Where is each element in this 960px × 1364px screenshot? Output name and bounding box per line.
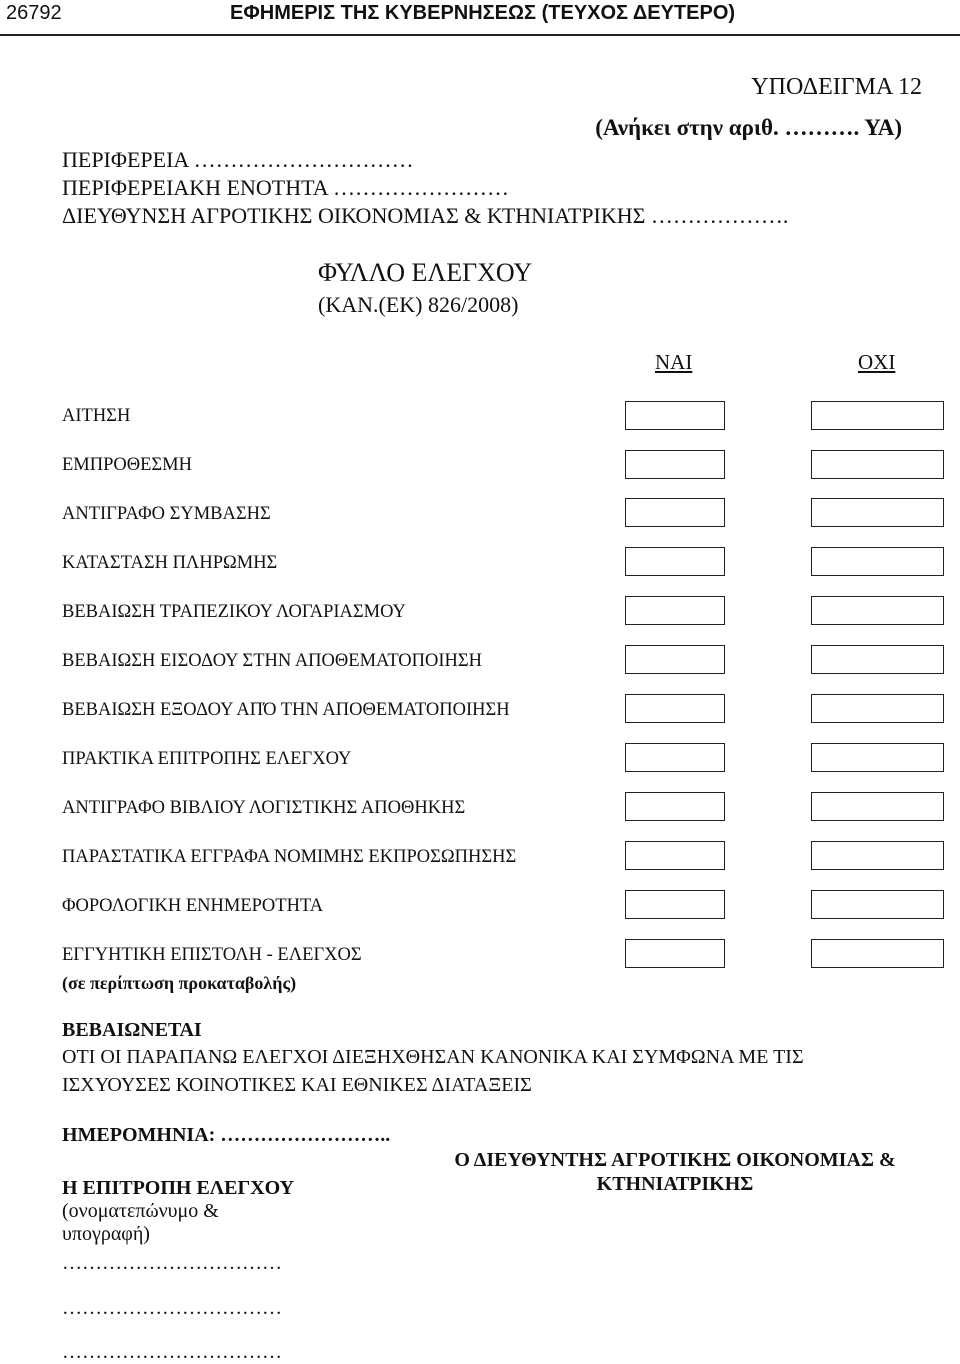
no-checkbox[interactable]: [811, 401, 944, 430]
signature-line: ……………………………: [62, 1252, 282, 1274]
certification-line: ΙΣΧΥΟΥΣΕΣ ΚΟΙΝΟΤΙΚΕΣ ΚΑΙ ΕΘΝΙΚΕΣ ΔΙΑΤΑΞΕΙΣ: [62, 1074, 532, 1096]
checklist-item-sublabel: (σε περίπτωση προκαταβολής): [62, 973, 297, 993]
yes-checkbox[interactable]: [625, 498, 725, 527]
checklist-item-label: ΠΑΡΑΣΤΑΤΙΚΑ ΕΓΓΡΑΦΑ ΝΟΜΙΜΗΣ ΕΚΠΡΟΣΩΠΗΣΗΣ: [62, 847, 517, 867]
page-number: 26792: [6, 2, 62, 24]
yes-checkbox[interactable]: [625, 401, 725, 430]
no-checkbox[interactable]: [811, 890, 944, 919]
checklist-item-label: ΒΕΒΑΙΩΣΗ ΕΞΟΔΟΥ ΑΠΌ ΤΗΝ ΑΠΟΘΕΜΑΤΟΠΟΙΗΣΗ: [62, 700, 510, 720]
regional-unit-line: ΠΕΡΙΦΕΡΕΙΑΚΗ ΕΝΟΤΗΤΑ ……………………: [62, 175, 509, 200]
no-checkbox[interactable]: [811, 694, 944, 723]
yes-checkbox[interactable]: [625, 743, 725, 772]
date-line: ΗΜΕΡΟΜΗΝΙΑ: ……………………..: [62, 1124, 391, 1146]
region-line: ΠΕΡΙΦΕΡΕΙΑ …………………………: [62, 147, 414, 172]
checklist-item-label: ΒΕΒΑΙΩΣΗ ΕΙΣΟΔΟΥ ΣΤΗΝ ΑΠΟΘΕΜΑΤΟΠΟΙΗΣΗ: [62, 651, 483, 671]
certification-heading: ΒΕΒΑΙΩΝΕΤΑΙ: [62, 1019, 202, 1041]
form-title: ΦΥΛΛΟ ΕΛΕΓΧΟΥ: [318, 258, 533, 287]
no-checkbox[interactable]: [811, 841, 944, 870]
column-yes-heading: ΝΑΙ: [655, 350, 693, 374]
header-rule: [0, 34, 960, 36]
checklist-item-label: ΑΙΤΗΣΗ: [62, 406, 131, 426]
committee-note: (ονοματεπώνυμο &: [62, 1200, 219, 1222]
yes-checkbox[interactable]: [625, 547, 725, 576]
checklist-item-label: ΚΑΤΑΣΤΑΣΗ ΠΛΗΡΩΜΗΣ: [62, 553, 278, 573]
checklist-item-label: ΕΓΓΥΗΤΙΚΗ ΕΠΙΣΤΟΛΗ - ΕΛΕΓΧΟΣ: [62, 945, 362, 965]
yes-checkbox[interactable]: [625, 890, 725, 919]
sample-number: ΥΠΟΔΕΙΓΜΑ 12: [751, 74, 922, 100]
checklist-item-label: ΕΜΠΡΟΘΕΣΜΗ: [62, 455, 192, 475]
checklist-item-label: ΠΡΑΚΤΙΚΑ ΕΠΙΤΡΟΠΗΣ ΕΛΕΓΧΟΥ: [62, 749, 352, 769]
regulation-reference: (ΚΑΝ.(ΕΚ) 826/2008): [318, 292, 519, 317]
committee-note: υπογραφή): [62, 1223, 150, 1245]
checklist-item-label: ΑΝΤΙΓΡΑΦΟ ΣΥΜΒΑΣΗΣ: [62, 504, 271, 524]
no-checkbox[interactable]: [811, 450, 944, 479]
gazette-title: ΕΦΗΜΕΡΙΣ ΤΗΣ ΚΥΒΕΡΝΗΣΕΩΣ (ΤΕΥΧΟΣ ΔΕΥΤΕΡΟ): [230, 2, 736, 24]
yes-checkbox[interactable]: [625, 645, 725, 674]
no-checkbox[interactable]: [811, 645, 944, 674]
belongs-to-decision: (Ανήκει στην αριθ. ………. ΥΑ): [595, 115, 902, 140]
directorate-line: ΔΙΕΥΘΥΝΣΗ ΑΓΡΟΤΙΚΗΣ ΟΙΚΟΝΟΜΙΑΣ & ΚΤΗΝΙΑΤΡΙΚΗΣ ……………….: [62, 203, 789, 228]
yes-checkbox[interactable]: [625, 596, 725, 625]
yes-checkbox[interactable]: [625, 939, 725, 968]
committee-title: Η ΕΠΙΤΡΟΠΗ ΕΛΕΓΧΟΥ: [62, 1177, 295, 1199]
no-checkbox[interactable]: [811, 792, 944, 821]
no-checkbox[interactable]: [811, 596, 944, 625]
checklist-item-label: ΑΝΤΙΓΡΑΦΟ ΒΙΒΛΙΟΥ ΛΟΓΙΣΤΙΚΗΣ ΑΠΟΘΗΚΗΣ: [62, 798, 466, 818]
yes-checkbox[interactable]: [625, 694, 725, 723]
signature-line: ……………………………: [62, 1297, 282, 1319]
signature-line: ……………………………: [62, 1341, 282, 1363]
certification-line: ΟΤΙ ΟΙ ΠΑΡΑΠΑΝΩ ΕΛΕΓΧΟΙ ΔΙΕΞΗΧΘΗΣΑΝ ΚΑΝΟΝΙΚΑ ΚΑΙ ΣΥΜΦΩΝΑ ΜΕ ΤΙΣ: [62, 1046, 804, 1068]
no-checkbox[interactable]: [811, 498, 944, 527]
yes-checkbox[interactable]: [625, 450, 725, 479]
yes-checkbox[interactable]: [625, 792, 725, 821]
director-signature-title: Ο ΔΙΕΥΘΥΝΤΗΣ ΑΓΡΟΤΙΚΗΣ ΟΙΚΟΝΟΜΙΑΣ & ΚΤΗΝΙΑΤΡΙΚΗΣ: [454, 1149, 896, 1195]
column-no-heading: ΟΧΙ: [858, 350, 896, 374]
yes-checkbox[interactable]: [625, 841, 725, 870]
checklist-item-label: ΒΕΒΑΙΩΣΗ ΤΡΑΠΕΖΙΚΟΥ ΛΟΓΑΡΙΑΣΜΟΥ: [62, 602, 406, 622]
no-checkbox[interactable]: [811, 939, 944, 968]
no-checkbox[interactable]: [811, 547, 944, 576]
no-checkbox[interactable]: [811, 743, 944, 772]
checklist-item-label: ΦΟΡΟΛΟΓΙΚΗ ΕΝΗΜΕΡΟΤΗΤΑ: [62, 896, 324, 916]
